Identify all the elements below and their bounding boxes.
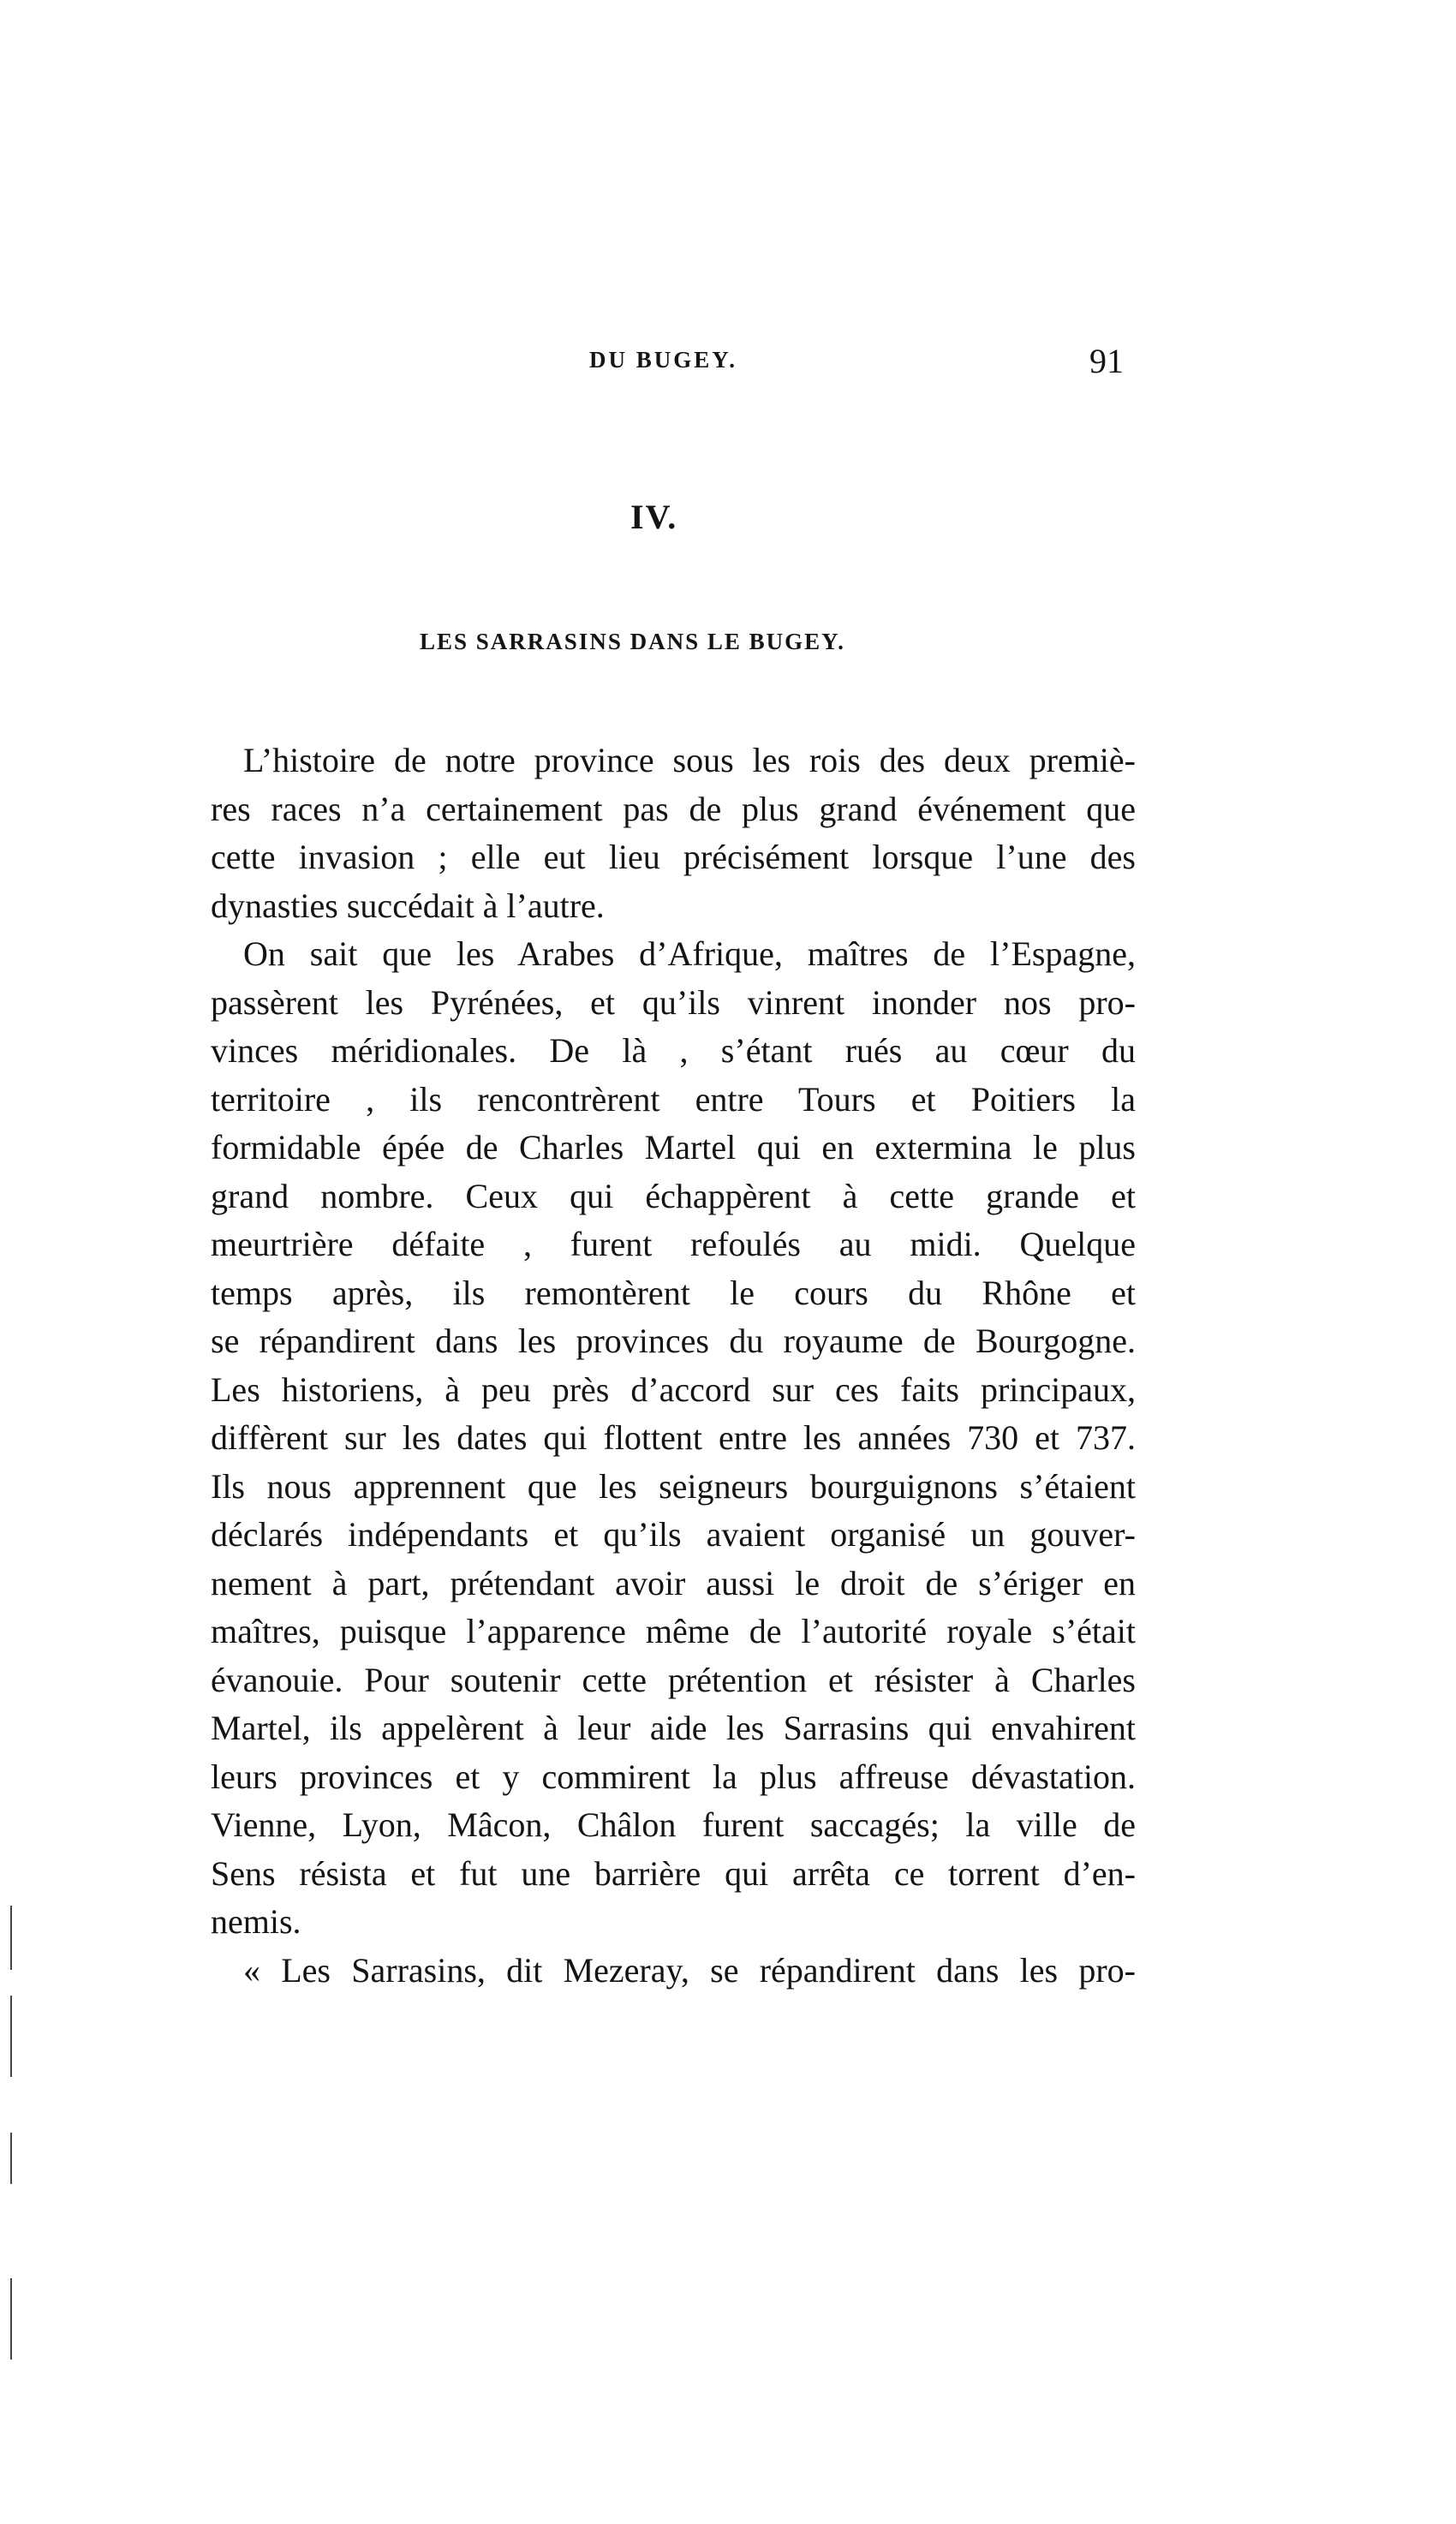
text-line: maîtres, puisque l’apparence même de l’autorité royale s’était [211, 1612, 1136, 1650]
running-head: DU BUGEY. [589, 347, 738, 373]
text-line: Sens résista et fut une barrière qui arrêta ce torrent d’en- [211, 1853, 1136, 1893]
text-line: Vienne, Lyon, Mâcon, Châlon furent saccagés; la ville de [211, 1805, 1136, 1844]
scan-margin-mark [10, 2278, 12, 2360]
text-line: dynasties succédait à l’autre. [211, 886, 605, 925]
text-line: passèrent les Pyrénées, et qu’ils vinrent inonder nos pro- [211, 982, 1136, 1022]
text-line: Ils nous apprennent que les seigneurs bourguignons s’étaient [211, 1466, 1136, 1506]
text-line: res races n’a certainement pas de plus grand événement que [211, 789, 1136, 828]
text-line: nement à part, prétendant avoir aussi le droit de s’ériger en [211, 1563, 1136, 1602]
text-line: déclarés indépendants et qu’ils avaient organisé un gouver- [211, 1515, 1136, 1554]
chapter-number: IV. [630, 498, 678, 536]
text-line: Les historiens, à peu près d’accord sur ces faits principaux, [211, 1369, 1136, 1409]
chapter-title: LES SARRASINS DANS LE BUGEY. [420, 629, 845, 654]
text-line: leurs provinces et y commirent la plus affreuse dévastation. [211, 1757, 1136, 1796]
scan-margin-mark [10, 2133, 12, 2184]
text-line: « Les Sarrasins, dit Mezeray, se répandirent dans les pro- [243, 1950, 1136, 1990]
text-line: L’histoire de notre province sous les rois des deux premiè- [243, 741, 1136, 779]
page-number: 91 [1089, 342, 1124, 380]
text-line: formidable épée de Charles Martel qui en extermina le plus [211, 1128, 1136, 1167]
scan-margin-mark [10, 1996, 12, 2077]
text-line: temps après, ils remontèrent le cours du Rhône et [211, 1273, 1136, 1312]
text-line: On sait que les Arabes d’Afrique, maîtres de l’Espagne, [243, 934, 1136, 973]
text-line: se répandirent dans les provinces du royaume de Bourgogne. [211, 1322, 1136, 1360]
text-line: Martel, ils appelèrent à leur aide les Sarrasins qui envahirent [211, 1709, 1136, 1747]
text-line: nemis. [211, 1902, 301, 1941]
text-line: vinces méridionales. De là , s’étant rués au cœur du [211, 1031, 1136, 1070]
text-line: diffèrent sur les dates qui flottent entre les années 730 et 737. [211, 1418, 1136, 1457]
text-line: cette invasion ; elle eut lieu précisément lorsque l’une des [211, 838, 1136, 876]
body-text [211, 737, 1136, 1995]
text-line: grand nombre. Ceux qui échappèrent à cette grande et [211, 1176, 1136, 1215]
text-line: territoire , ils rencontrèrent entre Tours et Poitiers la [211, 1079, 1136, 1119]
scan-margin-mark [10, 1906, 12, 1970]
text-line: meurtrière défaite , furent refoulés au midi. Quelque [211, 1225, 1136, 1263]
text-line: évanouie. Pour soutenir cette prétention et résister à Charles [211, 1660, 1136, 1699]
